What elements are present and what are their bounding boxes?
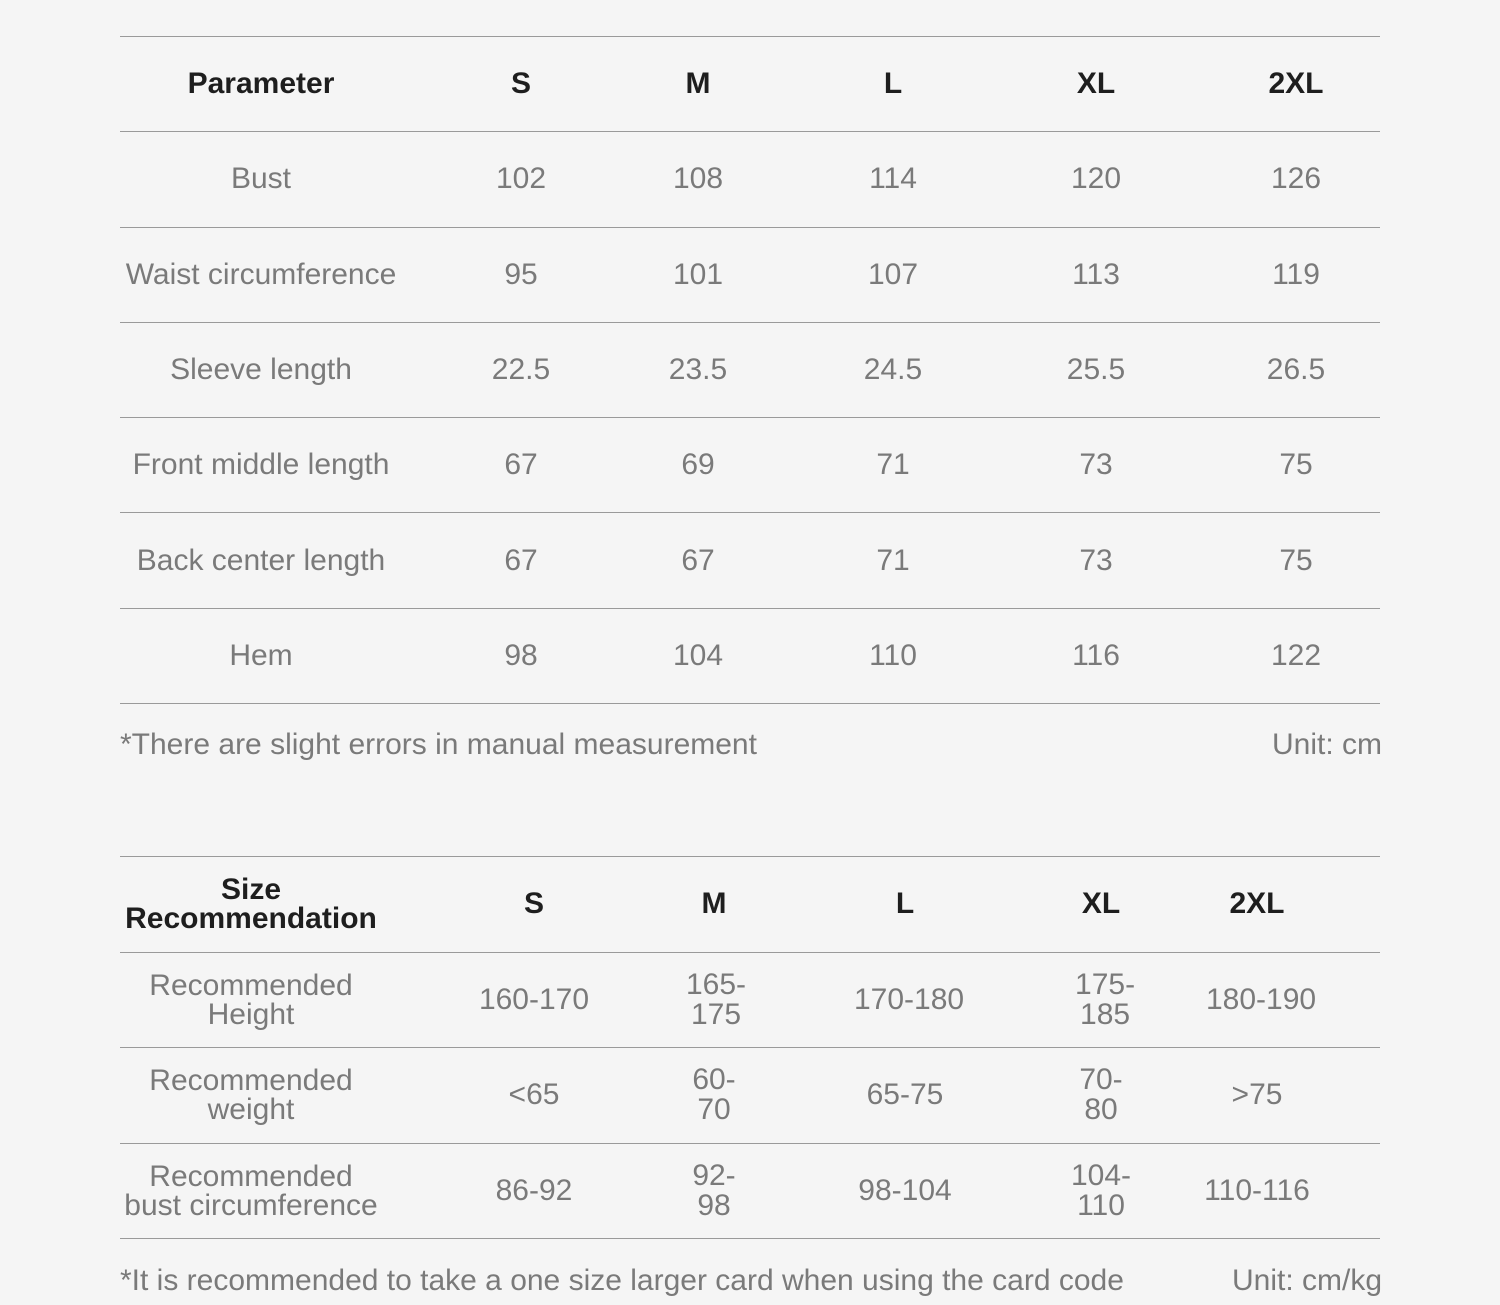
- cell-value: 60-70: [692, 1063, 736, 1127]
- cell-value: 102: [495, 162, 547, 196]
- cell-value: <65: [508, 1078, 560, 1112]
- row-label: Waist circumference: [125, 257, 397, 291]
- header-size-2xl: 2XL: [1229, 887, 1285, 921]
- cell-value: 23.5: [668, 353, 728, 387]
- cell-value: 110-116: [1204, 1173, 1310, 1207]
- cell-value: 113: [1072, 257, 1120, 291]
- cell-value: 126: [1270, 162, 1322, 196]
- row-label: Recommended weight: [149, 1064, 353, 1127]
- cell-value: 67: [504, 448, 538, 482]
- table-row: [120, 513, 1380, 608]
- cell-value: 73: [1079, 543, 1113, 577]
- row-label: Front middle length: [132, 448, 390, 482]
- cell-value: 180-190: [1205, 982, 1317, 1016]
- header-size-m: M: [685, 67, 711, 101]
- header-size-s: S: [510, 67, 531, 101]
- header-size-s: S: [523, 887, 544, 921]
- size-recommendation-table: [120, 856, 1380, 1239]
- cell-value: 114: [869, 162, 917, 196]
- cell-value: 22.5: [491, 353, 551, 387]
- cell-value: 101: [672, 257, 724, 291]
- table-row: [120, 323, 1380, 418]
- table-row: [120, 609, 1380, 704]
- row-label: Back center length: [136, 543, 386, 577]
- cell-value: 25.5: [1066, 353, 1126, 387]
- cell-value: 67: [681, 543, 715, 577]
- cell-value: 110: [869, 638, 917, 672]
- cell-value: 122: [1270, 638, 1322, 672]
- header-size-m: M: [701, 887, 727, 921]
- table-row: [120, 228, 1380, 323]
- cell-value: 120: [1070, 162, 1122, 196]
- cell-value: 119: [1272, 257, 1320, 291]
- table-header-row: [120, 857, 1380, 953]
- cell-value: 170-180: [853, 982, 965, 1016]
- cell-value: 92-98: [692, 1158, 736, 1222]
- table-row: [120, 1144, 1380, 1240]
- row-label: Hem: [229, 638, 293, 672]
- table-row: [120, 953, 1380, 1049]
- header-size-l: L: [883, 67, 903, 101]
- header-size-xl: XL: [1081, 887, 1121, 921]
- header-size-recommendation: Size Recommendation: [125, 873, 377, 936]
- cell-value: 73: [1079, 448, 1113, 482]
- row-label: Recommended Height: [149, 968, 353, 1031]
- cell-value: 160-170: [478, 982, 590, 1016]
- cell-value: 65-75: [866, 1078, 944, 1112]
- cell-value: 104-110: [1070, 1158, 1132, 1222]
- row-label: Bust: [230, 162, 292, 196]
- unit-label: Unit: cm/kg: [1231, 1264, 1382, 1297]
- cell-value: 67: [504, 543, 538, 577]
- recommendation-disclaimer: *It is recommended to take a one size larger card when using the card code: [120, 1264, 1124, 1297]
- unit-label: Unit: cm: [1271, 728, 1382, 761]
- header-size-2xl: 2XL: [1268, 67, 1324, 101]
- cell-value: 86-92: [495, 1173, 573, 1207]
- cell-value: 75: [1279, 543, 1313, 577]
- cell-value: 75: [1279, 448, 1313, 482]
- cell-value: 116: [1072, 638, 1120, 672]
- size-chart-table: [120, 36, 1380, 704]
- cell-value: 71: [876, 448, 910, 482]
- measurement-disclaimer: *There are slight errors in manual measurement: [120, 728, 757, 761]
- table-row: [120, 418, 1380, 513]
- cell-value: 69: [681, 448, 715, 482]
- table-row: [120, 1048, 1380, 1144]
- cell-value: 95: [504, 257, 538, 291]
- cell-value: 98: [504, 638, 538, 672]
- table-row: [120, 132, 1380, 227]
- cell-value: 175-185: [1075, 967, 1136, 1031]
- header-parameter: Parameter: [187, 67, 335, 101]
- header-size-l: L: [895, 887, 915, 921]
- cell-value: 107: [867, 257, 919, 291]
- cell-value: 104: [672, 638, 724, 672]
- cell-value: 70-80: [1079, 1063, 1123, 1127]
- cell-value: >75: [1231, 1078, 1283, 1112]
- row-label: Recommended bust circumference: [124, 1159, 378, 1222]
- cell-value: 26.5: [1266, 353, 1326, 387]
- cell-value: 98-104: [858, 1173, 952, 1207]
- table-header-row: [120, 37, 1380, 132]
- header-size-xl: XL: [1076, 67, 1116, 101]
- cell-value: 71: [876, 543, 910, 577]
- recommendation-note: [120, 1264, 1382, 1298]
- cell-value: 24.5: [863, 353, 923, 387]
- cell-value: 165-175: [686, 967, 747, 1031]
- row-label: Sleeve length: [170, 353, 352, 387]
- cell-value: 108: [672, 162, 724, 196]
- measurement-note: [120, 728, 1382, 762]
